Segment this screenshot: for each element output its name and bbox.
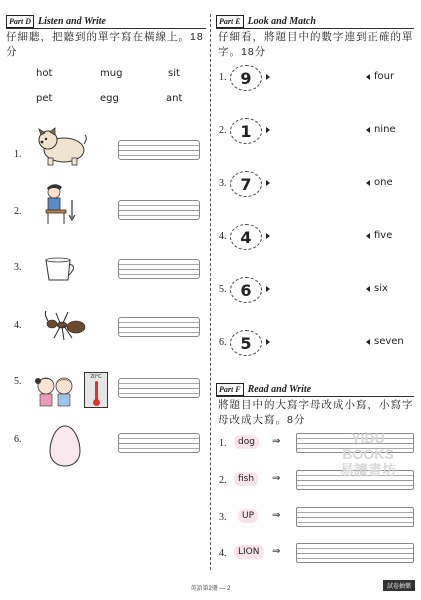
- match-dot-left[interactable]: [266, 233, 270, 239]
- part-f-title: Read and Write: [247, 384, 312, 395]
- egg-icon: [48, 424, 82, 468]
- part-f-instruction: 將題目中的大寫字母改成小寫，小寫字母改成大寫。8分: [218, 399, 414, 426]
- item-number: 3.: [14, 262, 22, 273]
- match-word: six: [374, 283, 388, 294]
- item-number: 4.: [219, 231, 227, 242]
- footer-badge: 試卷抽樂: [383, 580, 415, 591]
- source-word: fish: [234, 472, 258, 486]
- part-d-rule: [6, 28, 206, 29]
- answer-line-5[interactable]: [118, 378, 200, 398]
- part-d-instruction: 仔細聽，把聽到的單字寫在橫線上。18分: [6, 31, 204, 58]
- rewrite-line-4[interactable]: [296, 543, 414, 563]
- item-number: 3.: [219, 512, 227, 523]
- part-f-header: [216, 383, 311, 396]
- match-dot-right[interactable]: [366, 339, 370, 345]
- part-d-tag: Part D: [6, 15, 34, 28]
- part-d-title: Listen and Write: [38, 16, 106, 27]
- item-number: 1.: [14, 149, 22, 160]
- part-e-title: Look and Match: [247, 16, 316, 27]
- item-number: 5.: [14, 376, 22, 387]
- watermark-line: 易讀書坊: [340, 462, 396, 478]
- hot-children-icon: [34, 372, 78, 408]
- thermometer-icon: [84, 372, 108, 408]
- page-footer: 英語第2冊 — 2: [190, 586, 231, 592]
- item-number: 1.: [219, 438, 227, 449]
- part-e-tag: Part E: [216, 15, 244, 28]
- match-dot-right[interactable]: [366, 74, 370, 80]
- match-dot-right[interactable]: [366, 286, 370, 292]
- part-e-instruction: 仔細看，將題目中的數字連到正確的單字。18分: [218, 31, 414, 58]
- thermometer-label: 20°C: [90, 374, 102, 380]
- watermark-line: YIDU: [351, 430, 385, 446]
- sitting-child-icon: [40, 182, 80, 226]
- source-word: UP: [238, 509, 258, 523]
- match-word: nine: [374, 124, 396, 135]
- part-f-tag: Part F: [216, 383, 244, 396]
- source-word: dog: [234, 435, 259, 449]
- answer-line-1[interactable]: [118, 140, 200, 160]
- word-bank-item: ant: [166, 93, 183, 104]
- part-f-rule: [216, 396, 414, 397]
- digit-oval[interactable]: 4: [230, 224, 262, 250]
- match-dot-right[interactable]: [366, 180, 370, 186]
- item-number: 3.: [219, 178, 227, 189]
- item-number: 6.: [14, 434, 22, 445]
- word-bank-item: pet: [36, 93, 53, 104]
- match-dot-left[interactable]: [266, 180, 270, 186]
- ant-icon: [42, 310, 88, 342]
- item-number: 2.: [14, 206, 22, 217]
- digit-oval[interactable]: 6: [230, 277, 262, 303]
- digit-oval[interactable]: 1: [230, 118, 262, 144]
- match-word: five: [374, 230, 393, 241]
- arrow-icon: ⇒: [272, 546, 281, 557]
- part-e-rule: [216, 28, 414, 29]
- digit-oval[interactable]: 9: [230, 65, 262, 91]
- match-word: seven: [374, 336, 404, 347]
- match-word: four: [374, 71, 395, 82]
- match-word: one: [374, 177, 393, 188]
- match-dot-right[interactable]: [366, 233, 370, 239]
- answer-line-4[interactable]: [118, 317, 200, 337]
- part-d-header: [6, 15, 106, 28]
- match-dot-right[interactable]: [366, 127, 370, 133]
- item-number: 5.: [219, 284, 227, 295]
- item-number: 6.: [219, 337, 227, 348]
- digit-oval[interactable]: 7: [230, 171, 262, 197]
- item-number: 4.: [219, 548, 227, 559]
- item-number: 2.: [219, 125, 227, 136]
- item-number: 2.: [219, 475, 227, 486]
- match-dot-left[interactable]: [266, 286, 270, 292]
- match-dot-left[interactable]: [266, 339, 270, 345]
- item-number: 1.: [219, 72, 227, 83]
- item-number: 4.: [14, 320, 22, 331]
- answer-line-3[interactable]: [118, 259, 200, 279]
- mug-icon: [42, 256, 82, 284]
- word-bank-item: hot: [36, 68, 53, 79]
- word-bank-item: egg: [100, 93, 119, 104]
- arrow-icon: ⇒: [272, 510, 281, 521]
- watermark: [340, 430, 396, 478]
- arrow-icon: ⇒: [272, 436, 281, 447]
- digit-oval[interactable]: 5: [230, 330, 262, 356]
- word-bank-item: mug: [100, 68, 123, 79]
- column-divider: [210, 14, 211, 570]
- answer-line-2[interactable]: [118, 200, 200, 220]
- match-dot-left[interactable]: [266, 127, 270, 133]
- arrow-icon: ⇒: [272, 473, 281, 484]
- dog-icon: [34, 126, 88, 166]
- word-bank-item: sit: [168, 68, 180, 79]
- source-word: LION: [234, 545, 264, 559]
- part-e-header: [216, 15, 316, 28]
- rewrite-line-3[interactable]: [296, 507, 414, 527]
- match-dot-left[interactable]: [266, 74, 270, 80]
- watermark-line: BOOKS: [342, 446, 394, 462]
- answer-line-6[interactable]: [118, 433, 200, 453]
